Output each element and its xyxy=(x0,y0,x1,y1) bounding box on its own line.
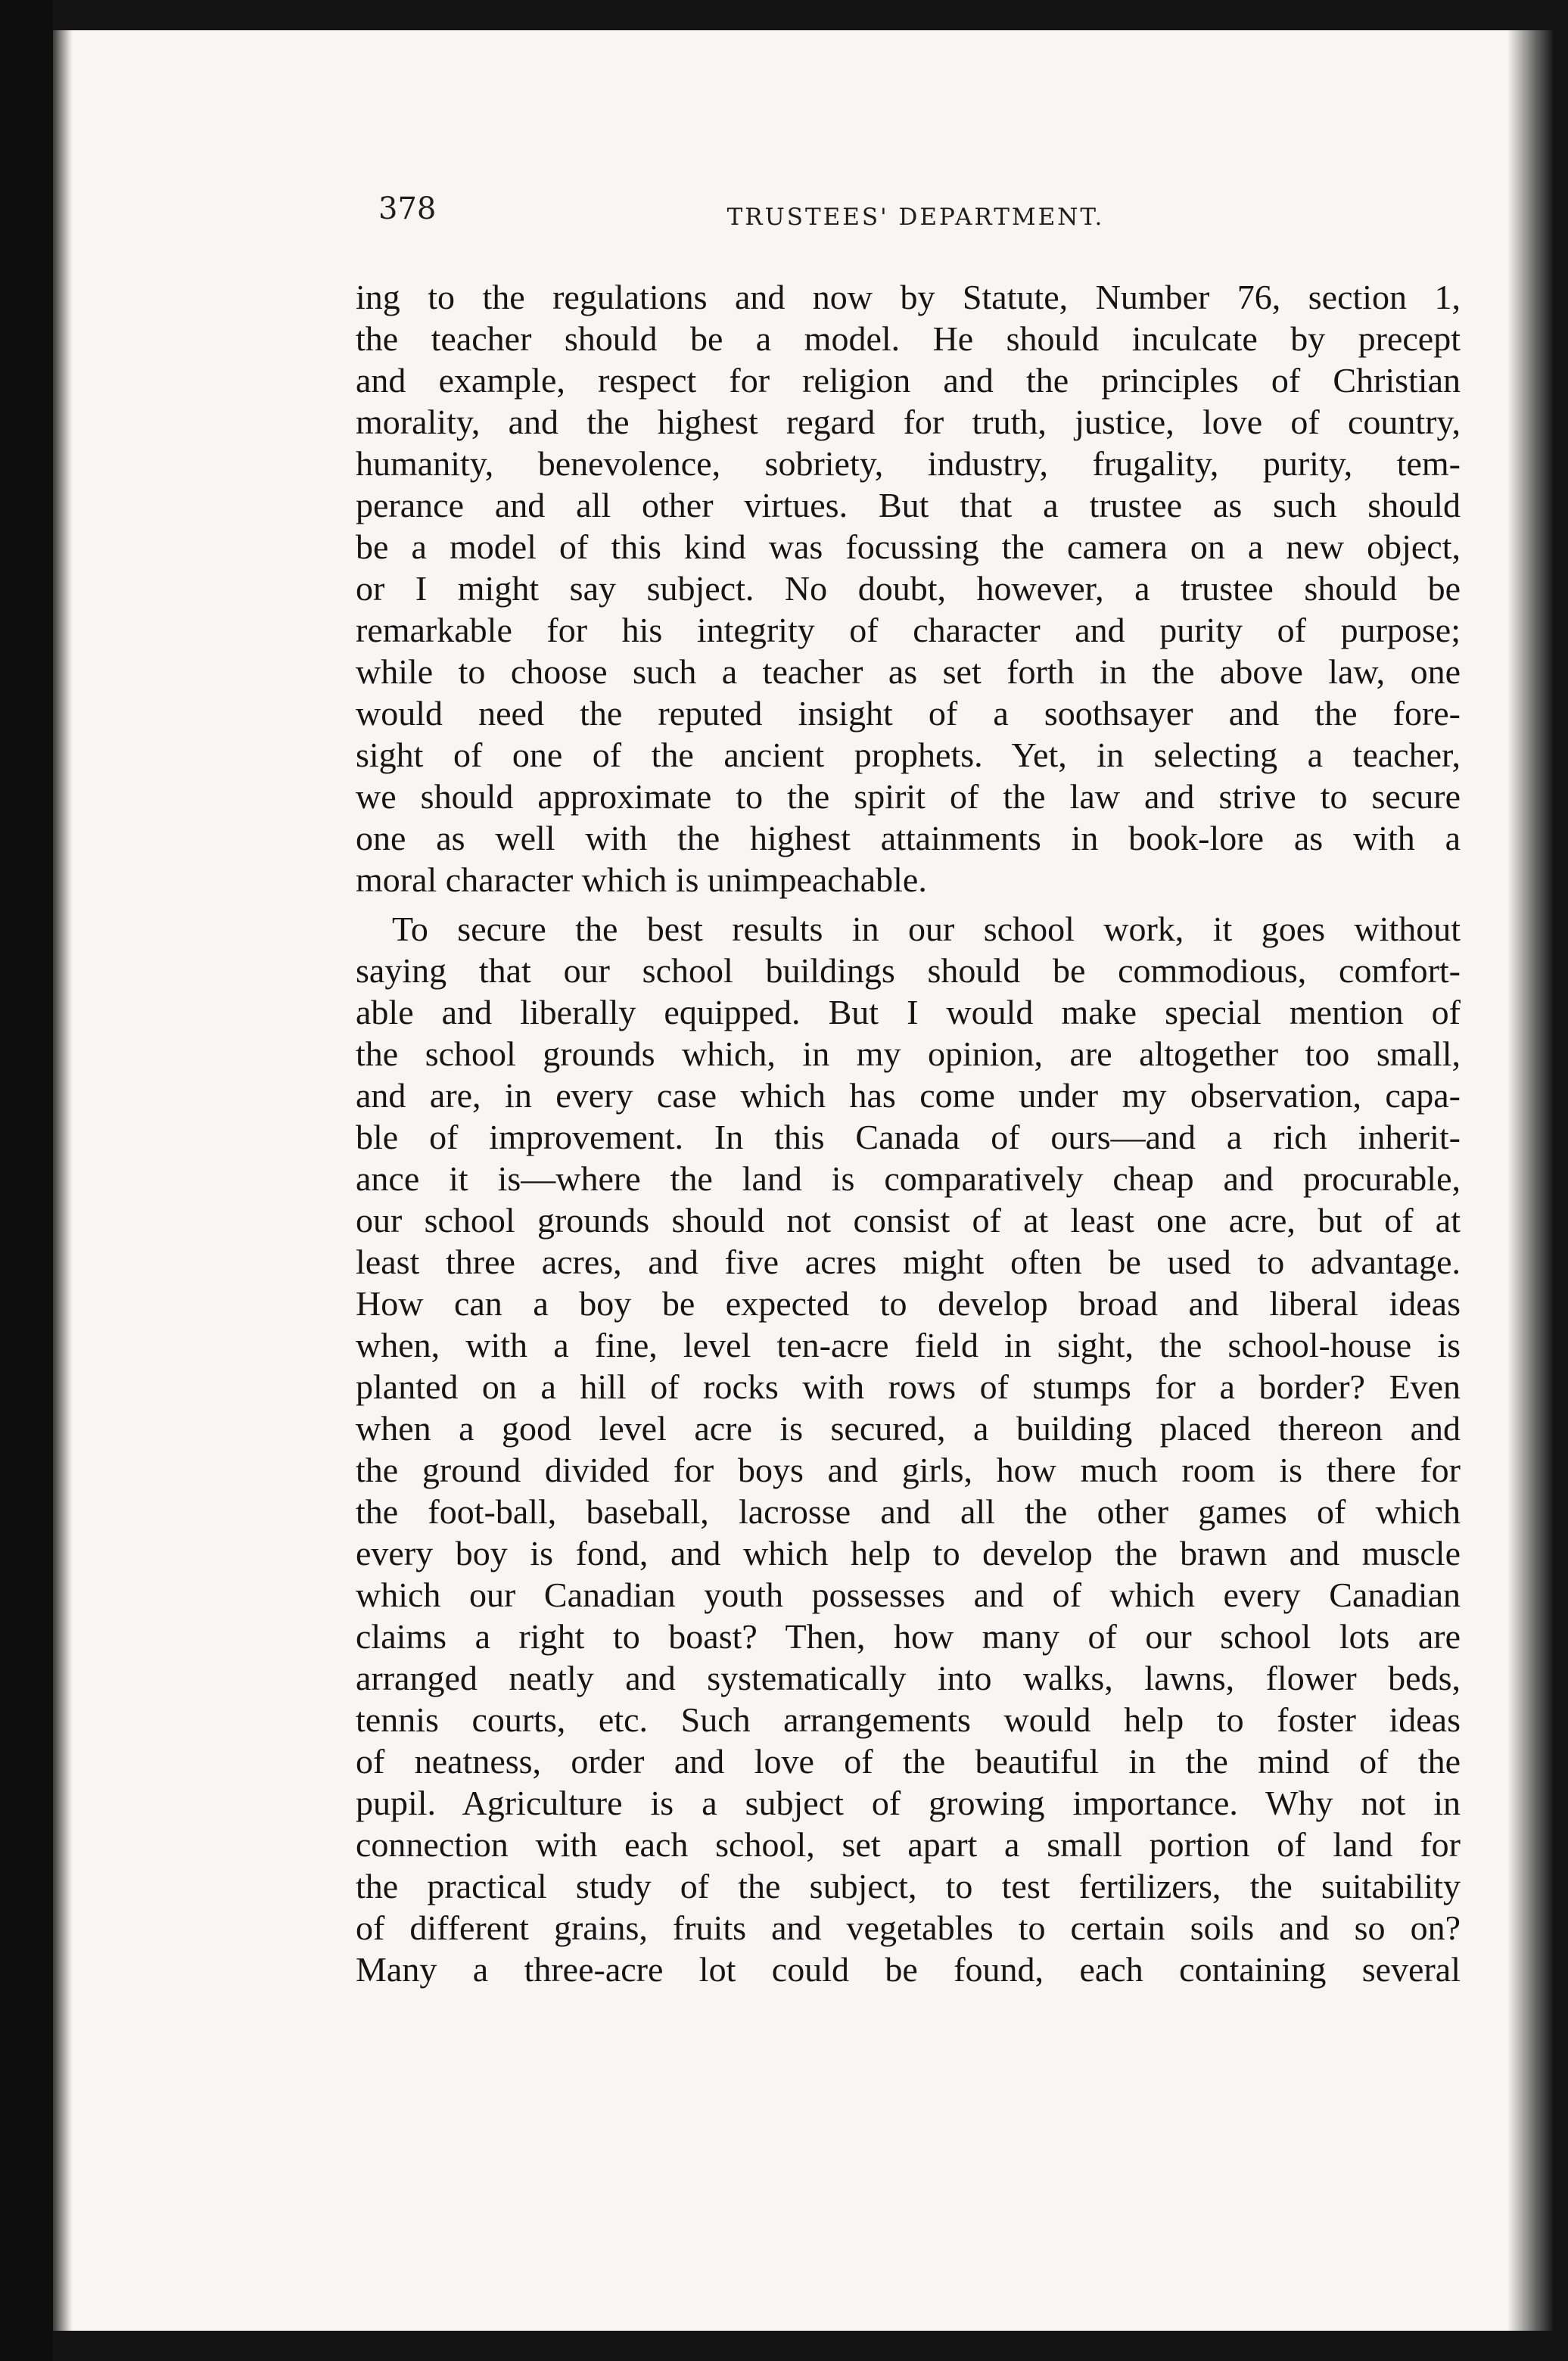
text-line: the foot-ball, baseball, lacrosse and all the other games of which xyxy=(356,1492,1461,1531)
paragraph-1 xyxy=(356,276,1461,901)
text-line: moral character which is unimpeachable. xyxy=(356,860,927,899)
text-line: claims a right to boast? Then, how many of our school lots are xyxy=(356,1617,1461,1656)
text-line: we should approximate to the spirit of the law and strive to secure xyxy=(356,777,1461,816)
text-line: humanity, benevolence, sobriety, industry, frugality, purity, tem- xyxy=(356,444,1461,483)
text-line: and are, in every case which has come under my observation, capa- xyxy=(356,1076,1461,1115)
text-line: Many a three-acre lot could be found, each containing several xyxy=(356,1950,1461,1989)
text-line: How can a boy be expected to develop broad and liberal ideas xyxy=(356,1284,1461,1323)
text-line: perance and all other virtues. But that a trustee as such should xyxy=(356,486,1461,524)
text-line: ing to the regulations and now by Statute, Number 76, section 1, xyxy=(356,278,1461,316)
text-line: of neatness, order and love of the beautiful in the mind of the xyxy=(356,1742,1461,1781)
text-line: our school grounds should not consist of at least one acre, but of at xyxy=(356,1201,1461,1240)
page-gutter-shadow xyxy=(53,30,73,2331)
text-line: planted on a hill of rocks with rows of stumps for a border? Even xyxy=(356,1367,1461,1406)
text-line: be a model of this kind was focussing the camera on a new object, xyxy=(356,527,1461,566)
page-number: 378 xyxy=(378,191,437,226)
text-line: remarkable for his integrity of character and purity of purpose; xyxy=(356,611,1461,649)
paragraph-gap xyxy=(356,901,1461,908)
book-page xyxy=(53,30,1553,2331)
text-line: morality, and the highest regard for truth, justice, love of country, xyxy=(356,403,1461,441)
paragraph-2 xyxy=(356,908,1461,1990)
text-line: the teacher should be a model. He should inculcate by precept xyxy=(356,319,1461,358)
text-line: and example, respect for religion and the principles of Christian xyxy=(356,361,1461,400)
page-header xyxy=(378,185,1453,246)
book-spine-edge xyxy=(0,0,53,2361)
text-line: of different grains, fruits and vegetables to certain soils and so on? xyxy=(356,1908,1461,1947)
text-line: tennis courts, etc. Such arrangements would help to foster ideas xyxy=(356,1700,1461,1739)
page-edge-shadow xyxy=(1507,30,1553,2331)
text-line: which our Canadian youth possesses and of which every Canadian xyxy=(356,1576,1461,1614)
text-line: connection with each school, set apart a small portion of land for xyxy=(356,1825,1461,1864)
text-line: arranged neatly and systematically into walks, lawns, flower beds, xyxy=(356,1659,1461,1697)
text-line: when a good level acre is secured, a building placed thereon and xyxy=(356,1409,1461,1448)
text-line: the practical study of the subject, to test fertilizers, the suitability xyxy=(356,1867,1461,1905)
text-line: To secure the best results in our school work, it goes without xyxy=(392,910,1461,948)
text-line: would need the reputed insight of a soothsayer and the fore- xyxy=(356,694,1461,733)
text-line: one as well with the highest attainments in book-lore as with a xyxy=(356,819,1461,857)
body-text xyxy=(356,276,1461,1990)
text-line: the school grounds which, in my opinion, are altogether too small, xyxy=(356,1034,1461,1073)
text-line: ble of improvement. In this Canada of ours—and a rich inherit- xyxy=(356,1118,1461,1156)
running-head: TRUSTEES' DEPARTMENT. xyxy=(726,204,1105,231)
text-line: while to choose such a teacher as set forth in the above law, one xyxy=(356,652,1461,691)
text-line: or I might say subject. No doubt, however, a trustee should be xyxy=(356,569,1461,608)
text-line: able and liberally equipped. But I would make special mention of xyxy=(356,993,1461,1031)
text-line: when, with a fine, level ten-acre field in sight, the school-house is xyxy=(356,1326,1461,1364)
text-line: the ground divided for boys and girls, how much room is there for xyxy=(356,1451,1461,1489)
text-line: every boy is fond, and which help to develop the brawn and muscle xyxy=(356,1534,1461,1572)
text-line: saying that our school buildings should be commodious, comfort- xyxy=(356,951,1461,990)
text-line: pupil. Agriculture is a subject of growing importance. Why not in xyxy=(356,1784,1461,1822)
text-line: ance it is—where the land is comparatively cheap and procurable, xyxy=(356,1159,1461,1198)
text-line: sight of one of the ancient prophets. Yet, in selecting a teacher, xyxy=(356,736,1461,774)
text-line: least three acres, and five acres might often be used to advantage. xyxy=(356,1243,1461,1281)
